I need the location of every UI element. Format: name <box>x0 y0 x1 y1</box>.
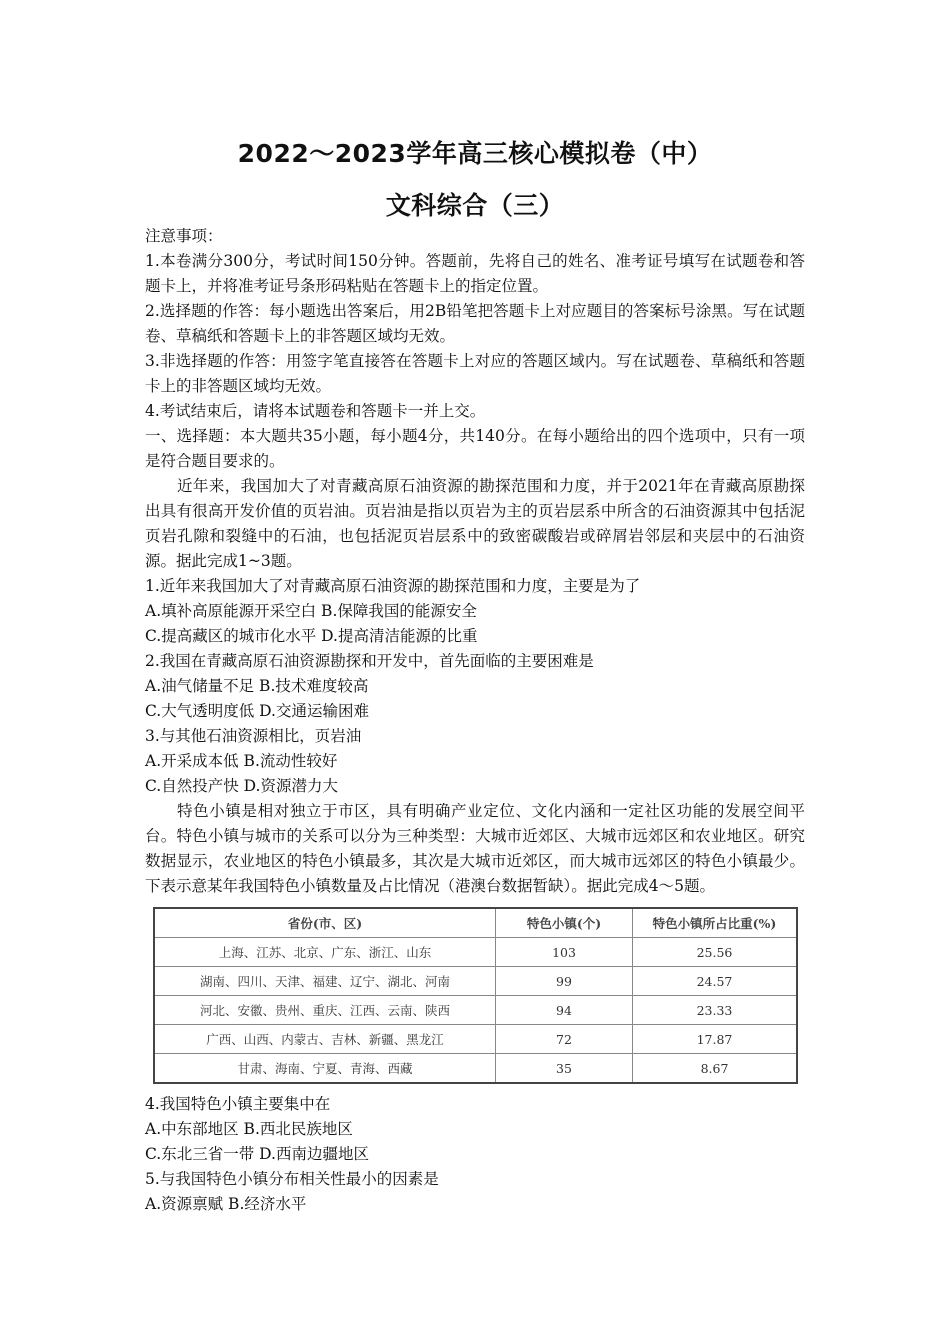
page-subtitle: 文科综合（三） <box>385 191 565 220</box>
notice-item: 2.选择题的作答：每小题选出答案后，用2B铅笔把答题卡上对应题目的答案标号涂黑。写在试题卷、草稿纸和答题卡上的非答题区域均无效。 <box>145 302 805 345</box>
page-title: 2022～2023学年高三核心模拟卷（中） <box>237 139 713 168</box>
table-cell: 8.67 <box>633 1054 798 1084</box>
table-cell: 河北、安徽、贵州、重庆、江西、云南、陕西 <box>154 996 496 1025</box>
table-row <box>154 938 797 967</box>
question-options: A.填补高原能源开采空白 B.保障我国的能源安全 <box>145 602 477 620</box>
question-stem: 4.我国特色小镇主要集中在 <box>145 1095 331 1113</box>
question-stem: 2.我国在青藏高原石油资源勘探和开发中，首先面临的主要困难是 <box>145 652 594 670</box>
reading-passage: 特色小镇是相对独立于市区，具有明确产业定位、文化内涵和一定社区功能的发展空间平台。特色小镇与城市的关系可以分为三种类型：大城市近郊区、大城市远郊区和农业地区。研究数据显示，农业地区的特色小镇最多，其次是大城市近郊区，而大城市远郊区的特色小镇最少。下表示意某年我国特色小镇数量及占比情况（港澳台数据暂缺）。据此完成4～5题。 <box>145 802 805 895</box>
section-heading: 一、选择题：本大题共35小题，每小题4分，共140分。在每小题给出的四个选项中，只有一项是符合题目要求的。 <box>145 427 805 470</box>
exam-body <box>145 224 805 1217</box>
table-row <box>154 967 797 996</box>
question-options: C.大气透明度低 D.交通运输困难 <box>145 702 369 720</box>
table-cell: 72 <box>496 1025 633 1054</box>
question-options: A.资源禀赋 B.经济水平 <box>145 1195 307 1213</box>
table-cell: 94 <box>496 996 633 1025</box>
question-stem: 1.近年来我国加大了对青藏高原石油资源的勘探范围和力度，主要是为了 <box>145 577 641 595</box>
question-options: A.中东部地区 B.西北民族地区 <box>145 1120 353 1138</box>
notice-item: 4.考试结束后，请将本试题卷和答题卡一并上交。 <box>145 402 486 420</box>
table-header-cell: 特色小镇所占比重(%) <box>633 908 798 938</box>
reading-passage: 近年来，我国加大了对青藏高原石油资源的勘探范围和力度，并于2021年在青藏高原勘探出具有很高开发价值的页岩油。页岩油是指以页岩为主的页岩层系中所含的石油资源其中包括泥页岩孔隙和裂缝中的石油，也包括泥页岩层系中的致密碳酸岩或碎屑岩邻层和夹层中的石油资源。据此完成1~3题。 <box>145 477 805 570</box>
table-header-cell: 特色小镇(个) <box>496 908 633 938</box>
table-header-row <box>154 908 797 938</box>
question-stem: 5.与我国特色小镇分布相关性最小的因素是 <box>145 1170 439 1188</box>
table-cell: 广西、山西、内蒙古、吉林、新疆、黑龙江 <box>154 1025 496 1054</box>
table-row <box>154 1025 797 1054</box>
towns-table <box>153 907 798 1084</box>
notice-heading: 注意事项： <box>145 227 223 245</box>
table-cell: 17.87 <box>633 1025 798 1054</box>
notice-item: 3.非选择题的作答：用签字笔直接答在答题卡上对应的答题区域内。写在试题卷、草稿纸和答题卡上的非答题区域均无效。 <box>145 352 805 395</box>
notice-item: 1.本卷满分300分，考试时间150分钟。答题前，先将自己的姓名、准考证号填写在试题卷和答题卡上，并将准考证号条形码粘贴在答题卡上的指定位置。 <box>145 252 805 295</box>
table-cell: 35 <box>496 1054 633 1084</box>
table-header-cell: 省份(市、区) <box>154 908 496 938</box>
table-cell: 103 <box>496 938 633 967</box>
question-options: C.自然投产快 D.资源潜力大 <box>145 777 338 795</box>
table-cell: 24.57 <box>633 967 798 996</box>
table-cell: 99 <box>496 967 633 996</box>
question-options: A.油气储量不足 B.技术难度较高 <box>145 677 369 695</box>
table-cell: 上海、江苏、北京、广东、浙江、山东 <box>154 938 496 967</box>
table-cell: 湖南、四川、天津、福建、辽宁、湖北、河南 <box>154 967 496 996</box>
question-stem: 3.与其他石油资源相比，页岩油 <box>145 727 362 745</box>
table-cell: 甘肃、海南、宁夏、青海、西藏 <box>154 1054 496 1084</box>
question-options: A.开采成本低 B.流动性较好 <box>145 752 338 770</box>
table-row <box>154 996 797 1025</box>
table-cell: 23.33 <box>633 996 798 1025</box>
table-row <box>154 1054 797 1084</box>
table-cell: 25.56 <box>633 938 798 967</box>
question-options: C.东北三省一带 D.西南边疆地区 <box>145 1145 369 1163</box>
towns-table-container <box>153 907 805 1084</box>
question-options: C.提高藏区的城市化水平 D.提高清洁能源的比重 <box>145 627 478 645</box>
